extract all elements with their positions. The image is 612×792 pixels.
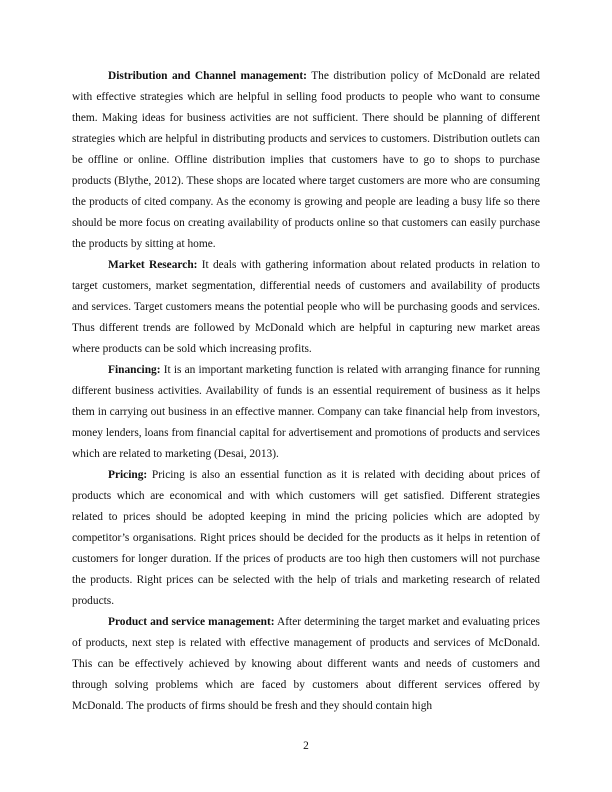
paragraph-distribution [72, 66, 540, 255]
paragraph-financing [72, 360, 540, 465]
heading-financing: Financing: [108, 364, 161, 376]
paragraph-market-research [72, 255, 540, 360]
paragraph-pricing [72, 465, 540, 612]
body-financing: It is an important marketing function is related with arranging finance for running different business activities. Availability of funds is an essential requirement of business as it helps them in carrying out business in an effective manner. Company can take financial help from investors, money lenders, loans from financial capital for advertisement and promotions of products and services which are related to marketing (Desai, 2013). [72, 364, 540, 460]
heading-pricing: Pricing: [108, 469, 148, 481]
body-distribution: The distribution policy of McDonald are related with effective strategies which are helpful in selling food products to people who want to consume them. Making ideas for business activities are not sufficient. There should be planning of different strategies which are helpful in distributing products and services to customers. Distribution outlets can be offline or online. Offline distribution implies that customers have to go to shops to purchase products (Blythe, 2012). These shops are located where target customers are more who are consuming the products of cited company. As the economy is growing and people are leading a busy life so there should be more focus on creating availability of products online so that customers can easily purchase the products by sitting at home. [72, 70, 541, 250]
heading-distribution: Distribution and Channel management: [108, 70, 307, 82]
page-number: 2 [303, 740, 309, 752]
document-page [72, 66, 540, 717]
heading-market-research: Market Research: [108, 259, 198, 271]
heading-product-service: Product and service management: [108, 616, 275, 628]
paragraph-product-service [72, 612, 540, 717]
body-market-research: It deals with gathering information about related products in relation to target customers, market segmentation, differential needs of customers and availability of products and services. Target customers means the potential people who will be purchasing goods and services. Thus different trends are followed by McDonald which are helpful in capturing new market areas where products can be sold which increasing profits. [72, 259, 540, 355]
body-product-service: After determining the target market and evaluating prices of products, next step is related with effective management of products and services of McDonald. This can be effectively achieved by knowing about different wants and needs of customers and through solving problems which are faced by customers about different services offered by McDonald. The products of firms should be fresh and they should contain high [72, 616, 540, 712]
body-pricing: Pricing is also an essential function as it is related with deciding about prices of products which are economical and with which customers will get satisfied. Different strategies related to prices should be adopted keeping in mind the pricing policies which are adopted by competitor’s organisations. Right prices should be decided for the products as it helps in retention of customers for longer duration. If the prices of products are too high then customers will not purchase the products. Right prices can be selected with the help of trials and marketing research of related products. [72, 469, 540, 607]
